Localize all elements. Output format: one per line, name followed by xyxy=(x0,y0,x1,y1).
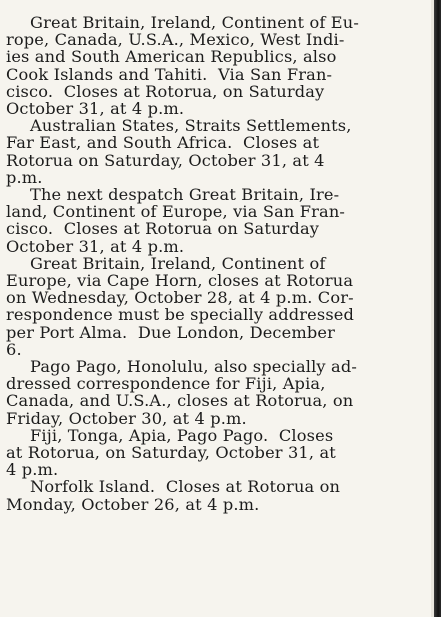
notice-next-despatch xyxy=(6,186,441,255)
text-line: Pago Pago, Honolulu, also specially ad- xyxy=(30,357,357,377)
text-line: dressed correspondence for Fiji, Apia, xyxy=(6,374,326,394)
text-line: Fiji, Tonga, Apia, Pago Pago. Closes xyxy=(30,425,334,445)
text-line: respondence must be specially addressed xyxy=(6,305,355,325)
text-line: Monday, October 26, at 4 p.m. xyxy=(6,494,260,514)
text-line: Canada, and U.S.A., closes at Rotorua, on xyxy=(6,391,354,411)
text-line: Norfolk Island. Closes at Rotorua on xyxy=(30,477,341,497)
text-line: per Port Alma. Due London, December xyxy=(6,322,336,342)
text-line: 4 p.m. xyxy=(6,460,59,480)
text-line: cisco. Closes at Rotorua, on Saturday xyxy=(6,81,325,101)
text-line: Far East, and South Africa. Closes at xyxy=(6,133,320,153)
text-line: Rotorua on Saturday, October 31, at 4 xyxy=(6,150,325,170)
notice-norfolk-island xyxy=(6,478,441,512)
notice-cape-horn xyxy=(6,255,441,358)
text-line: ies and South American Republics, also xyxy=(6,47,337,67)
mail-notices-column xyxy=(6,14,441,513)
text-line: Great Britain, Ireland, Continent of Eu- xyxy=(30,13,359,32)
text-line: Cook Islands and Tahiti. Via San Fran- xyxy=(6,64,333,84)
text-line: October 31, at 4 p.m. xyxy=(6,236,185,256)
text-line: cisco. Closes at Rotorua on Saturday xyxy=(6,219,320,239)
notice-pago-pago-honolulu xyxy=(6,358,441,427)
notice-fiji-tonga xyxy=(6,427,441,479)
notice-great-britain-via-san-francisco xyxy=(6,14,441,117)
text-line: 6. xyxy=(6,339,22,359)
text-line: rope, Canada, U.S.A., Mexico, West Indi- xyxy=(6,30,345,50)
text-line: Great Britain, Ireland, Continent of xyxy=(30,253,326,273)
text-line: at Rotorua, on Saturday, October 31, at xyxy=(6,443,336,463)
text-line: The next despatch Great Britain, Ire- xyxy=(30,185,340,205)
text-line: p.m. xyxy=(6,167,43,187)
text-line: on Wednesday, October 28, at 4 p.m. Cor- xyxy=(6,288,354,308)
text-line: October 31, at 4 p.m. xyxy=(6,99,185,119)
text-line: Europe, via Cape Horn, closes at Rotorua xyxy=(6,271,354,291)
text-line: land, Continent of Europe, via San Fran- xyxy=(6,202,346,222)
text-line: Australian States, Straits Settlements, xyxy=(30,116,352,136)
column-rule xyxy=(434,0,441,617)
text-line: Friday, October 30, at 4 p.m. xyxy=(6,408,247,428)
notice-australian-states xyxy=(6,117,441,186)
